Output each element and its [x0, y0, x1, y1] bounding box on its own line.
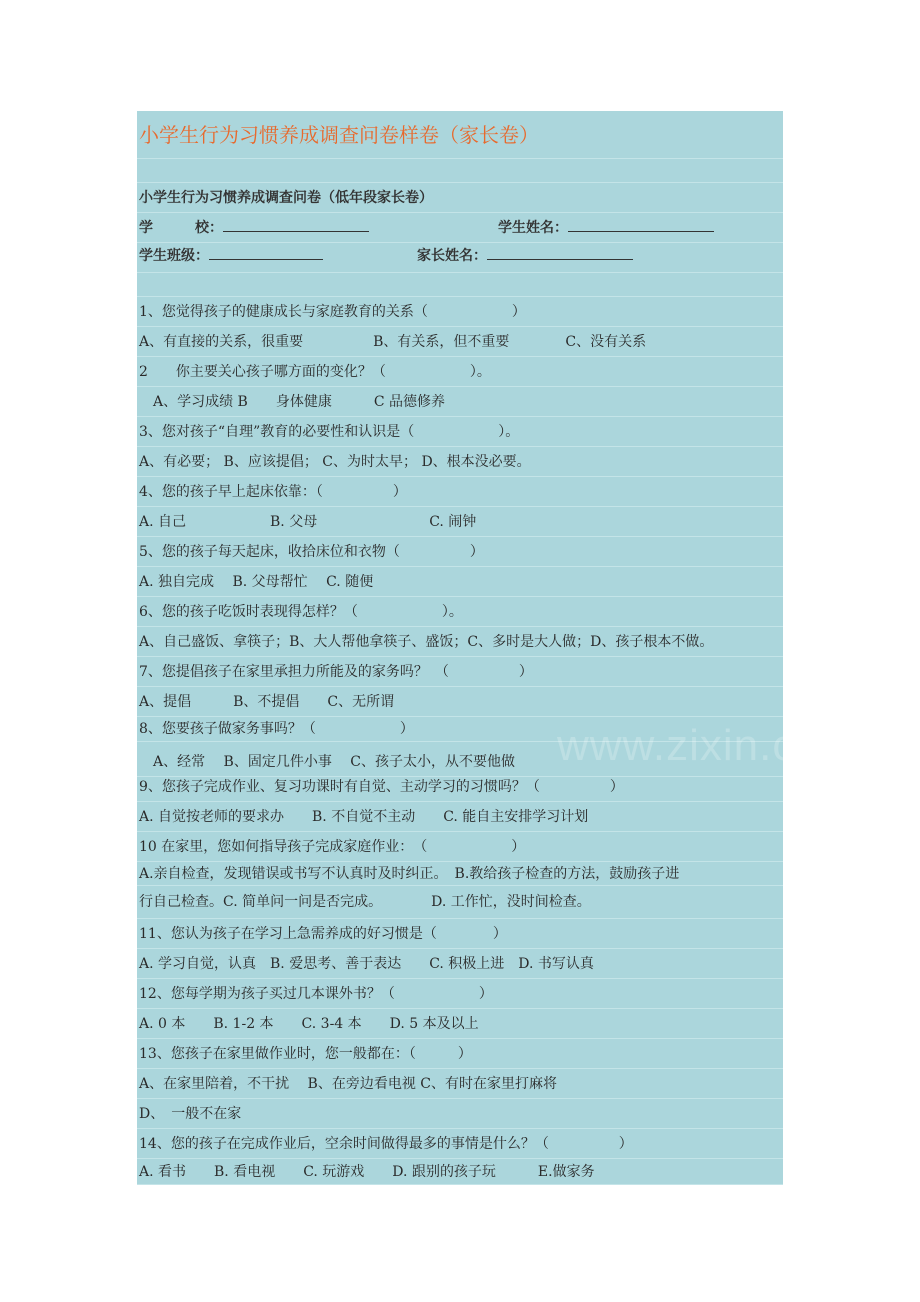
form-row-1: [137, 213, 783, 243]
question-line: 4、您的孩子早上起床依靠：（ ）: [137, 477, 783, 507]
question-line: 行自己检查。C. 简单问一问是否完成。 D. 工作忙，没时间检查。: [137, 886, 783, 919]
question-line: 3、您对孩子“自理”教育的必要性和认识是（ ）。: [137, 417, 783, 447]
answer-line: 13、您孩子在家里做作业时，您一般都在：（ ）: [137, 1039, 783, 1069]
parent-name-field[interactable]: [417, 243, 633, 269]
question-line: 14、您的孩子在完成作业后，空余时间做得最多的事情是什么？（ ）: [137, 1129, 783, 1159]
question-line: 2 你主要关心孩子哪方面的变化？（ ）。: [137, 357, 783, 387]
answer-line: A、提倡 B、不提倡 C、无所谓: [137, 687, 783, 717]
question-line: 7、您提倡孩子在家里承担力所能及的家务吗？ （ ）: [137, 657, 783, 687]
spacer-row: [137, 273, 783, 297]
student-name-blank[interactable]: [568, 218, 714, 232]
school-field[interactable]: [139, 213, 369, 243]
question-line: 5、您的孩子每天起床，收拾床位和衣物（ ）: [137, 537, 783, 567]
spacer-row: [137, 159, 783, 183]
parent-name-label: 家长姓名：: [417, 248, 487, 264]
class-label: 学生班级：: [139, 248, 209, 264]
student-name-field[interactable]: [498, 213, 714, 243]
answer-line: 12、您每学期为孩子买过几本课外书？（ ）: [137, 979, 783, 1009]
answer-line: A、学习成绩 B 身体健康 C 品德修养: [137, 387, 783, 417]
question-line: 10 在家里，您如何指导孩子完成家庭作业： （ ）: [137, 832, 783, 862]
answer-line: 11、您认为孩子在学习上急需养成的好习惯是（ ）: [137, 919, 783, 949]
survey-subtitle: 小学生行为习惯养成调查问卷（低年段家长卷）: [137, 183, 783, 213]
answer-line: A、有直接的关系，很重要 B、有关系，但不重要 C、没有关系: [137, 327, 783, 357]
watermark: www.zixin.com.cn: [557, 721, 920, 770]
answer-line: A. 自己 B. 父母 C. 闹钟: [137, 507, 783, 537]
form-row-2: [137, 243, 783, 273]
answer-line: A、自己盛饭、拿筷子；B、大人帮他拿筷子、盛饭；C、多时是大人做；D、孩子根本不做。: [137, 627, 783, 657]
answer-line: A. 自觉按老师的要求办 B. 不自觉不主动 C. 能自主安排学习计划: [137, 802, 783, 832]
question-line: 1、您觉得孩子的健康成长与家庭教育的关系（ ）: [137, 297, 783, 327]
question-line: A. 0 本 B. 1-2 本 C. 3-4 本 D. 5 本及以上: [137, 1009, 783, 1039]
answer-line: D、 一般不在家: [137, 1099, 783, 1129]
answer-line: A. 独自完成 B. 父母帮忙 C. 随便: [137, 567, 783, 597]
school-label: 学 校：: [139, 220, 223, 236]
question-line: 6、您的孩子吃饭时表现得怎样？（ ）。: [137, 597, 783, 627]
question-line: A、在家里陪着，不干扰 B、在旁边看电视 C、有时在家里打麻将: [137, 1069, 783, 1099]
question-line: A. 学习自觉，认真 B. 爱思考、善于表达 C. 积极上进 D. 书写认真: [137, 949, 783, 979]
document-title: 小学生行为习惯养成调查问卷样卷（家长卷）: [137, 111, 783, 159]
class-blank[interactable]: [209, 246, 323, 260]
question-line: 8、您要孩子做家务事吗？（ ）: [137, 717, 783, 742]
questionnaire-document: [137, 111, 920, 1185]
class-field[interactable]: [139, 243, 323, 269]
school-blank[interactable]: [223, 218, 369, 232]
question-line: 9、您孩子完成作业、复习功课时有自觉、主动学习的习惯吗？（ ）: [137, 772, 783, 802]
student-name-label: 学生姓名：: [498, 220, 568, 236]
answer-line: A、经常 B、固定几件小事 C、孩子太小，从不要他做: [137, 747, 783, 777]
answer-line: A.亲自检查，发现错误或书写不认真时及时纠正。 B.教给孩子检查的方法，鼓励孩子进: [137, 862, 783, 886]
parent-name-blank[interactable]: [487, 246, 633, 260]
answer-line: A、有必要； B、应该提倡； C、为时太早； D、根本没必要。: [137, 447, 783, 477]
answer-line: A. 看书 B. 看电视 C. 玩游戏 D. 跟别的孩子玩 E.做家务: [137, 1159, 783, 1185]
